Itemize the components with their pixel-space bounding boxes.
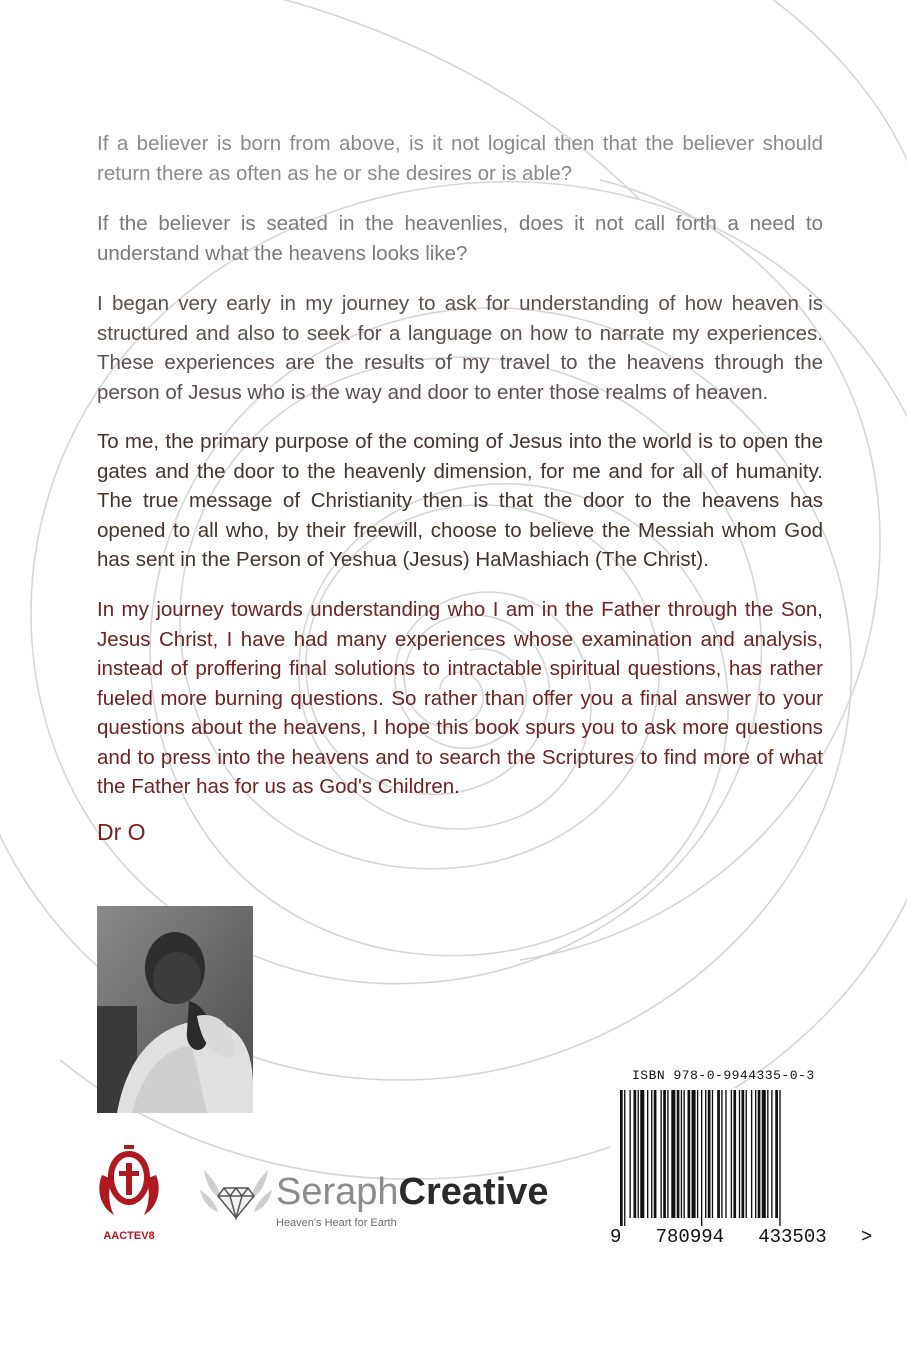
paragraph-3: I began very early in my journey to ask for understanding of how heaven is structured and also to seek for a language on how to narrate my experiences. These experiences are the results of my travel to the heavens through the person of Jesus who is the way and door to enter those realms of heaven. xyxy=(97,292,823,404)
barcode-bar xyxy=(661,1090,662,1218)
barcode-bar xyxy=(758,1090,761,1218)
barcode-bar xyxy=(767,1090,768,1218)
isbn-barcode xyxy=(610,1088,873,1248)
paragraph-5: In my journey towards understanding who I am in the Father through the Son, Jesus Christ, I have had many experiences whose examination and analysis, instead of proffering final solutions to intractable spiritual questions, has rather fueled more burning questions. So rather than offer you a final answer to your questions about the heavens, I hope this book spurs you to ask more questions and to press into the heavens and to search the Scriptures to find more of what the Father has for us as God's Children. xyxy=(97,598,823,798)
barcode-bar xyxy=(640,1090,644,1218)
aactev8-wordmark: AACTEV8 xyxy=(103,1230,155,1242)
seraph-wordmark-dark: Creative xyxy=(398,1171,549,1213)
barcode-bar xyxy=(620,1090,623,1226)
barcode-bar xyxy=(731,1090,732,1218)
seraph-tagline: Heaven's Heart for Earth xyxy=(276,1217,397,1229)
barcode-bar xyxy=(692,1090,696,1218)
barcode-bar xyxy=(762,1090,766,1218)
barcode-bar xyxy=(701,1090,702,1226)
barcode-bar xyxy=(647,1090,648,1218)
barcode-bar xyxy=(721,1090,722,1218)
barcode-bar xyxy=(688,1090,691,1218)
seraph-creative-logo xyxy=(200,1160,560,1240)
paragraph-1: If a believer is born from above, is it not logical then that the believer should return there as often as he or she desires or is able? xyxy=(97,132,823,185)
isbn-barcode-digits: 9 780994 433503 > xyxy=(610,1226,873,1248)
paragraph-4: To me, the primary purpose of the coming of Jesus into the world is to open the gates and the door to the heavenly dimension, for me and for all of humanity. The true message of Christianity then is that the door to the heavens has opened to all who, by their freewill, choose to believe the Messiah whom God has sent in the Person of Yeshua (Jesus) HaMashiach (The Christ). xyxy=(97,430,823,571)
barcode-bar xyxy=(654,1090,657,1218)
barcode-bar xyxy=(733,1090,736,1218)
author-signature: Dr O xyxy=(97,819,146,845)
barcode-bar xyxy=(663,1090,666,1218)
barcode-bar xyxy=(624,1090,625,1226)
barcode-bar xyxy=(717,1090,720,1218)
barcode-bar xyxy=(755,1090,756,1218)
barcode-bar xyxy=(629,1090,630,1218)
barcode-bar xyxy=(683,1090,684,1218)
isbn-label: ISBN 978-0-9944335-0-3 xyxy=(632,1068,815,1083)
barcode-bar xyxy=(751,1090,752,1218)
barcode-bar xyxy=(725,1090,726,1218)
seraph-creative-wordmark xyxy=(276,1170,549,1214)
barcode-bar xyxy=(746,1090,747,1218)
seraph-wordmark-light: Seraph xyxy=(276,1171,399,1213)
barcode-bar xyxy=(739,1090,740,1218)
barcode-bar xyxy=(779,1090,780,1226)
barcode-bar xyxy=(708,1090,711,1218)
barcode-bar xyxy=(671,1090,675,1218)
paragraph-2: If the believer is seated in the heavenlies, does it not call forth a need to understand what the heavens looks like? xyxy=(97,212,823,265)
barcode-bar xyxy=(634,1090,637,1218)
diamond-wings-icon xyxy=(200,1160,272,1232)
barcode-bar xyxy=(712,1090,713,1218)
barcode-bar xyxy=(697,1090,698,1218)
barcode-bar xyxy=(775,1090,778,1218)
aactev8-logo xyxy=(96,1145,162,1245)
barcode-bar xyxy=(638,1090,639,1218)
barcode-bar xyxy=(681,1090,682,1218)
author-photo xyxy=(97,906,253,1113)
barcode-bar xyxy=(742,1090,745,1218)
barcode-bar xyxy=(771,1090,772,1218)
barcode-bar xyxy=(705,1090,706,1218)
barcode-bar xyxy=(667,1090,668,1218)
barcode-bar xyxy=(651,1090,652,1218)
barcode-bar xyxy=(677,1090,680,1218)
